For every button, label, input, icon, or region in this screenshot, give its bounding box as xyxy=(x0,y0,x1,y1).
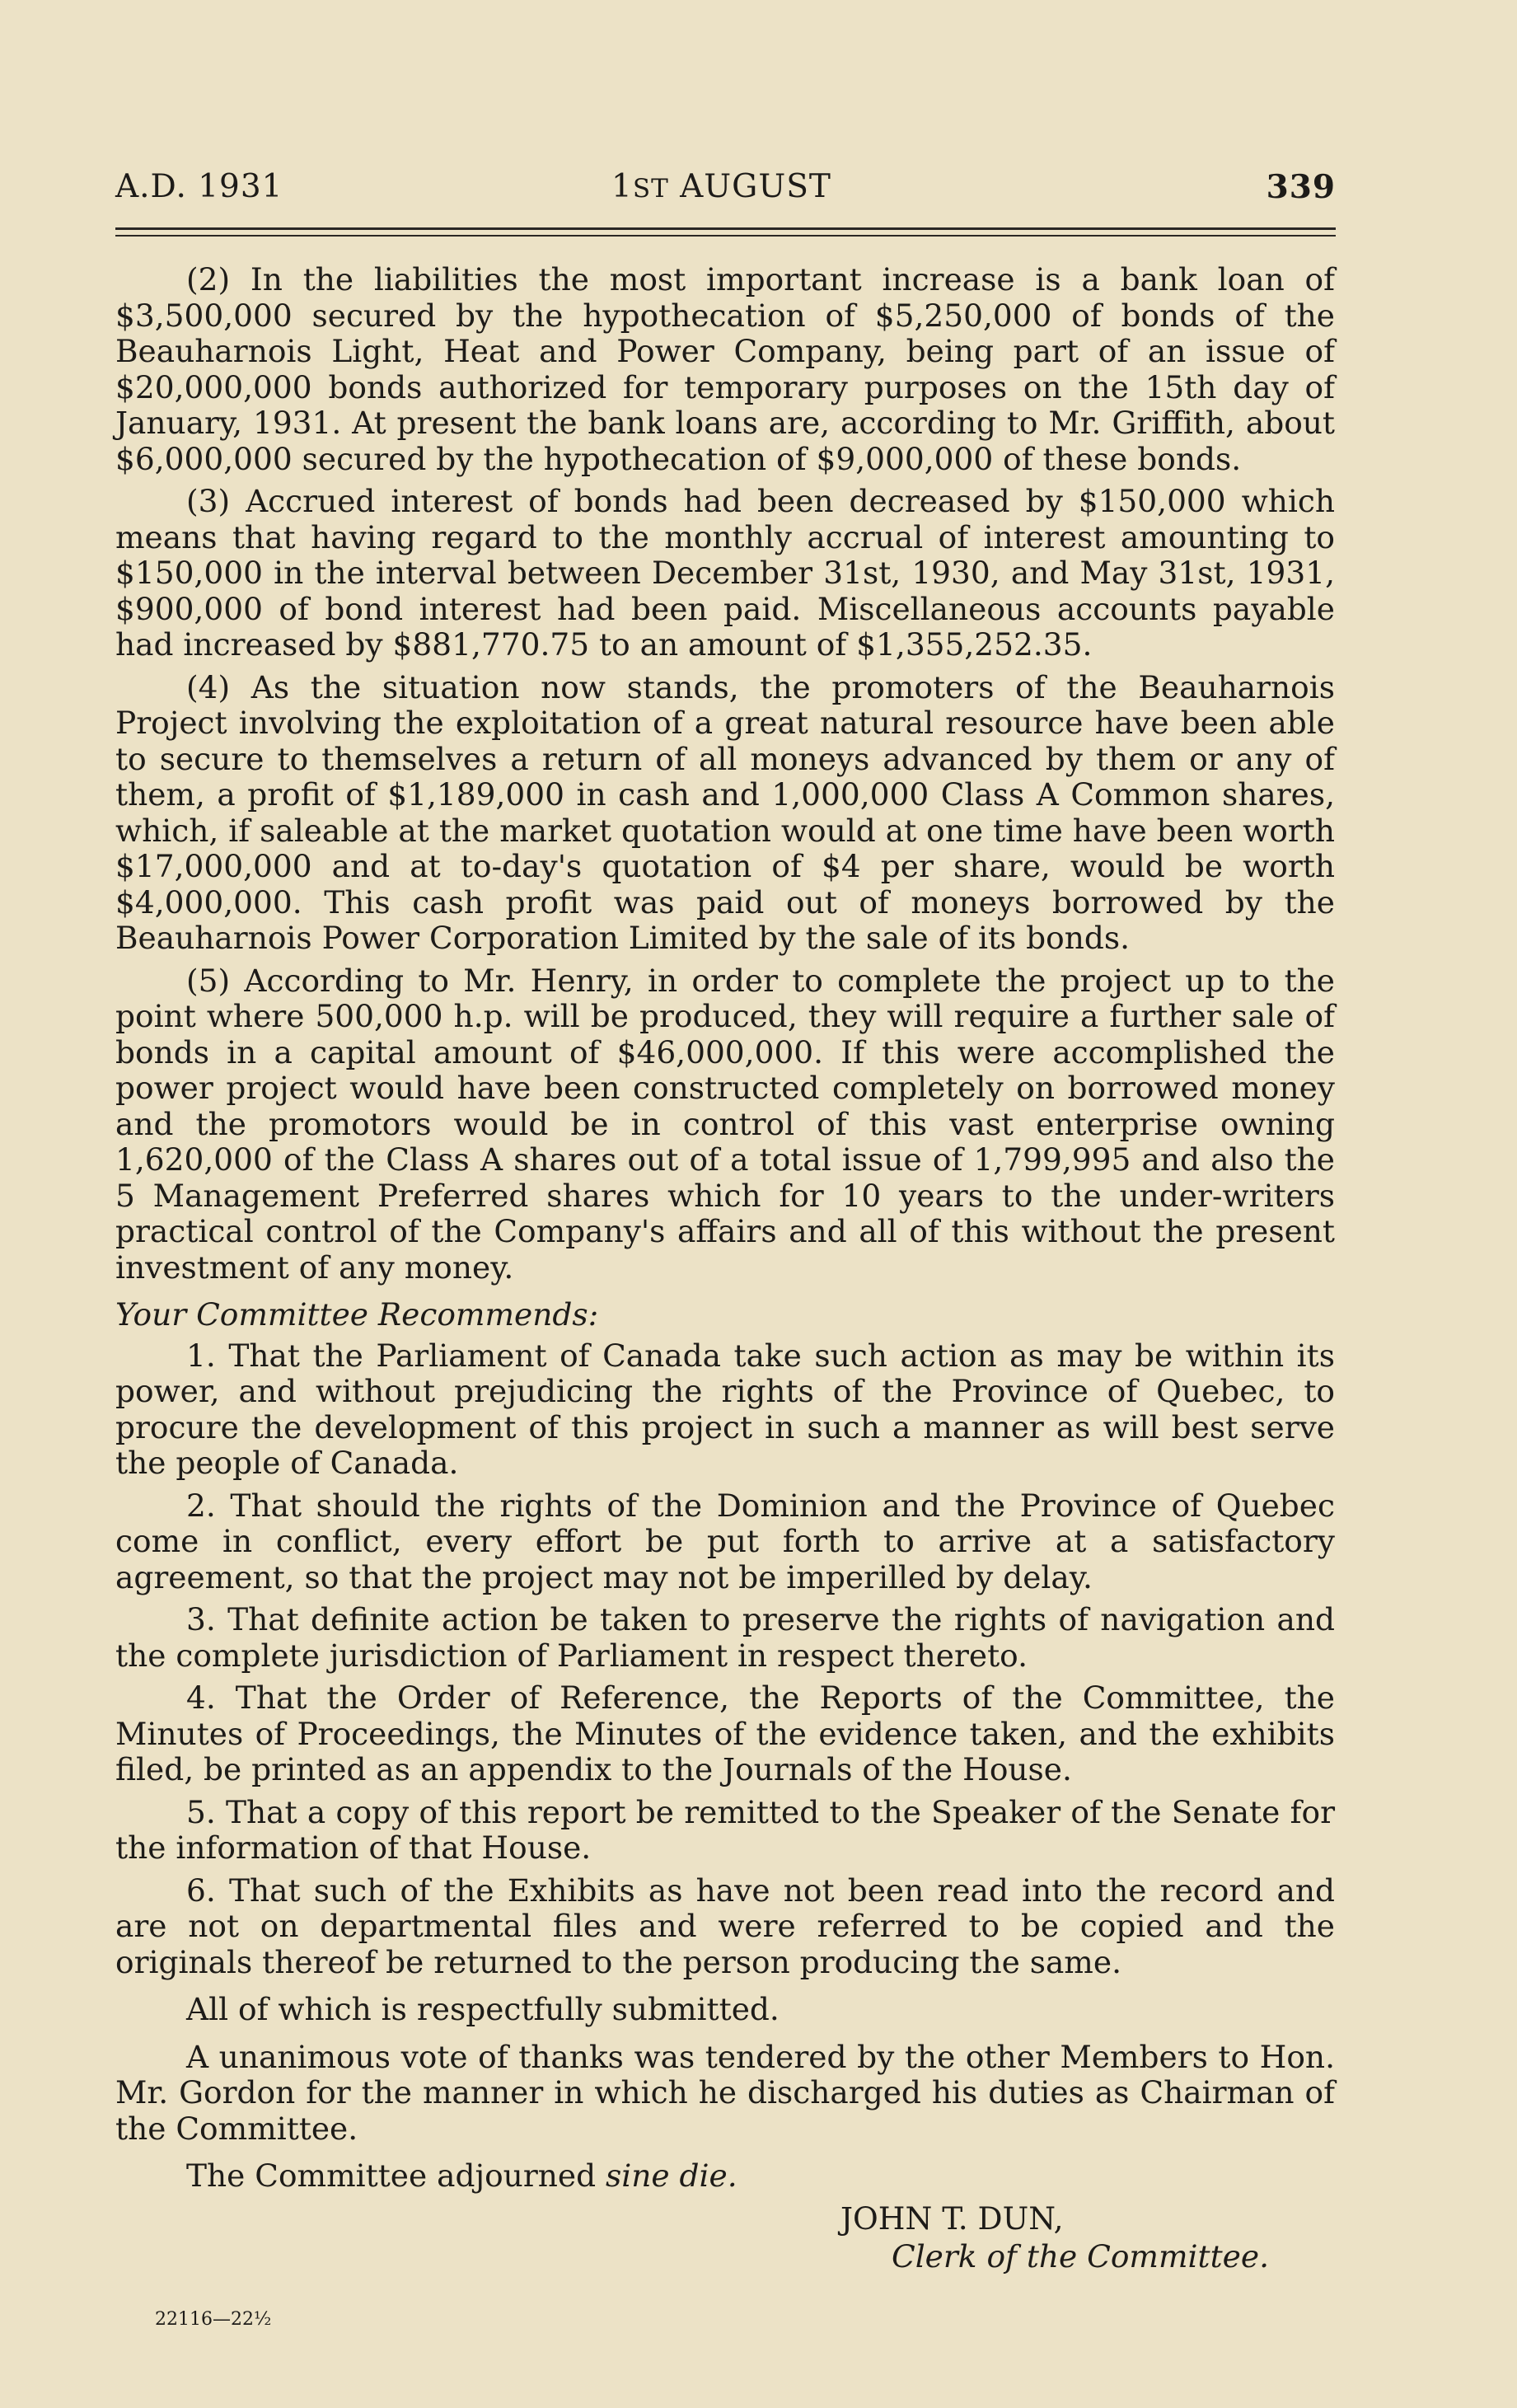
paragraph-3: (3) Accrued interest of bonds had been decreased by $150,000 which means that having regard to the monthly accrual of interest amounting to $150,000 in the interval between December 31st, 1930, and May 31st, 1931, $900,000 of bond interest had been paid. Miscellaneous accounts payable had increased by $881,770.75 to an amount of $1,355,252.35. xyxy=(115,483,1335,663)
header-rule-thick xyxy=(115,227,1336,230)
recommendation-5: 5. That a copy of this report be remitted to the Speaker of the Senate for the information of that House. xyxy=(115,1793,1335,1866)
header-day: 1 xyxy=(611,168,633,205)
submitted-line: All of which is respectfully submitted. xyxy=(186,1991,780,2027)
paragraph-4: (4) As the situation now stands, the promoters of the Beauharnois Project involving the exploitation of a great natural resource have been able to secure to themselves a return of all moneys advanced by them or any of them, a profit of $1,189,000 in cash and 1,000,000 Class A Common shares, which, if saleable at the market quotation would at one time have been worth $17,000,000 and at to-day's quotation of $4 per share, would be worth $4,000,000. This cash profit was paid out of moneys borrowed by the Beauharnois Power Corporation Limited by the sale of its bonds. xyxy=(115,668,1335,956)
printer-footnote: 22116—22½ xyxy=(155,2309,272,2330)
recommendation-6: 6. That such of the Exhibits as have not been read into the record and are not on departmental files and were referred to be copied and the originals thereof be returned to the person producing the same. xyxy=(115,1872,1335,1980)
header-date xyxy=(611,168,831,205)
adjourned-latin: sine die. xyxy=(606,2157,737,2194)
paragraph-2: (2) In the liabilities the most important increase is a bank loan of $3,500,000 secured by the hypothecation of $5,250,000 of bonds of the Beauharnois Light, Heat and Power Company, being part of an issue of $20,000,000 bonds authorized for temporary purposes on the 15th day of January, 1931. At present the bank loans are, according to Mr. Griffith, about $6,000,000 secured by the hypothecation of $9,000,000 of these bonds. xyxy=(115,261,1335,477)
document-body xyxy=(115,262,1335,2292)
page-header xyxy=(115,162,1336,211)
signature-name: JOHN T. DUN, xyxy=(840,2200,1064,2237)
signature-title: Clerk of the Committee. xyxy=(892,2237,1269,2274)
recommendation-4: 4. That the Order of Reference, the Reports of the Committee, the Minutes of Proceedings, the Minutes of the evidence taken, and the exhibits filed, be printed as an appendix to the Journals of the House. xyxy=(115,1680,1335,1787)
adjourned-text: The Committee adjourned xyxy=(186,2157,606,2194)
recommendations-heading: Your Committee Recommends: xyxy=(115,1296,599,1333)
header-year: A.D. 1931 xyxy=(115,168,283,205)
header-month: AUGUST xyxy=(668,168,831,205)
adjourned-line xyxy=(115,2158,1335,2195)
signature-block xyxy=(115,2201,1335,2292)
header-day-suffix: ST xyxy=(632,174,669,204)
header-rule-thin xyxy=(115,235,1336,237)
page-number: 339 xyxy=(1266,168,1336,206)
recommendation-1: 1. That the Parliament of Canada take such action as may be within its power, and without prejudicing the rights of the Province of Quebec, to procure the development of this project in such a manner as will best serve the people of Canada. xyxy=(115,1337,1335,1481)
recommendation-3: 3. That definite action be taken to preserve the rights of navigation and the complete jurisdiction of Parliament in respect thereto. xyxy=(115,1601,1335,1674)
thanks-paragraph: A unanimous vote of thanks was tendered by the other Members to Hon. Mr. Gordon for the manner in which he discharged his duties as Chairman of the Committee. xyxy=(115,2038,1335,2147)
recommendation-2: 2. That should the rights of the Dominion and the Province of Quebec come in conflict, every effort be put forth to arrive at a satisfactory agreement, so that the project may not be imperilled by delay. xyxy=(115,1487,1335,1595)
paragraph-5: (5) According to Mr. Henry, in order to complete the project up to the point where 500,000 h.p. will be produced, they will require a further sale of bonds in a capital amount of $46,000,000. If this were accomplished the power project would have been constructed completely on borrowed money and the promotors would be in control of this vast enterprise owning 1,620,000 of the Class A shares out of a total issue of 1,799,995 and also the 5 Management Preferred shares which for 10 years to the under-writers practical control of the Company's affairs and all of this without the present investment of any money. xyxy=(115,962,1335,1286)
